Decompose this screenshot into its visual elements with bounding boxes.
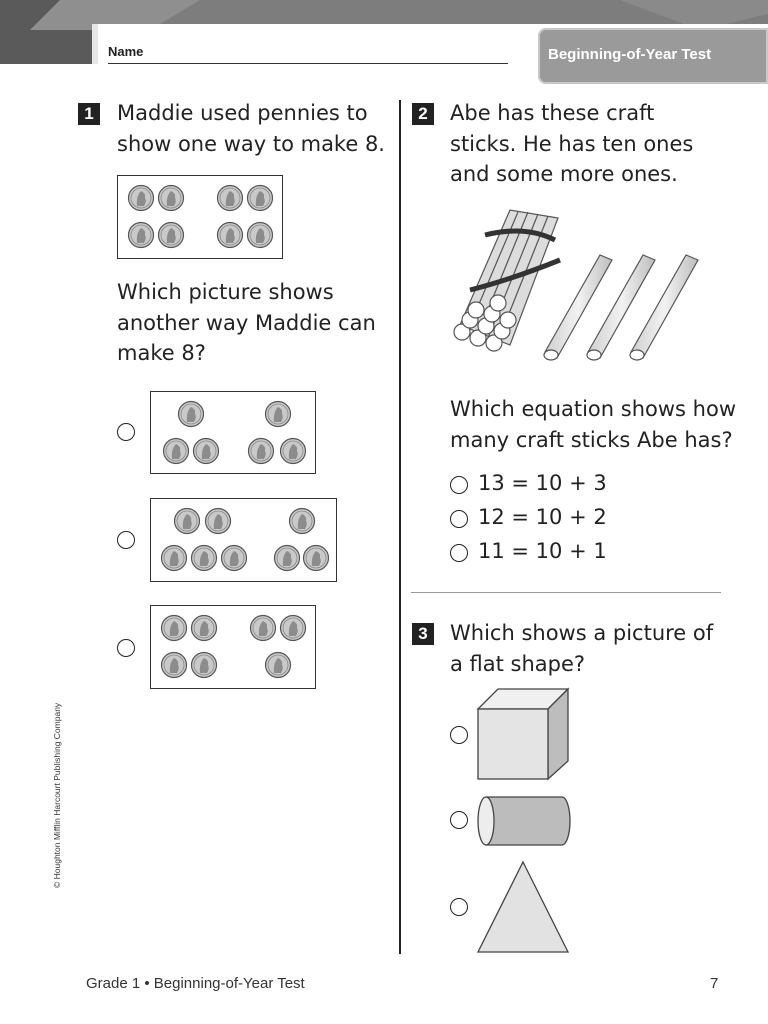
cylinder-icon[interactable] xyxy=(476,795,572,847)
section-divider xyxy=(411,592,721,593)
penny-icon xyxy=(129,186,154,211)
penny-icon xyxy=(266,653,291,678)
question-1-prompt-line: make 8? xyxy=(117,341,206,365)
q2-option-a-radio[interactable] xyxy=(450,476,468,494)
penny-icon xyxy=(206,509,231,534)
penny-icon xyxy=(218,223,243,248)
q1-option-c-box[interactable] xyxy=(150,605,316,689)
example-pennies xyxy=(118,176,284,260)
example-pennies-box xyxy=(117,175,283,259)
page-number: 7 xyxy=(710,975,719,992)
penny-icon xyxy=(194,439,219,464)
penny-icon xyxy=(218,186,243,211)
penny-icon xyxy=(179,402,204,427)
penny-icon xyxy=(164,439,189,464)
question-number-1: 1 xyxy=(78,103,100,125)
q2-option-b-radio[interactable] xyxy=(450,510,468,528)
question-2-text xyxy=(450,98,693,190)
penny-icon xyxy=(159,223,184,248)
question-1-prompt-line: another way Maddie can xyxy=(117,310,376,335)
q1-option-c-pennies xyxy=(151,606,317,690)
craft-sticks-illustration xyxy=(440,200,710,375)
q3-option-a-radio[interactable] xyxy=(450,726,468,744)
question-2-line: Abe has these craft xyxy=(450,101,655,125)
penny-icon xyxy=(248,186,273,211)
penny-icon xyxy=(251,616,276,641)
question-number-2: 2 xyxy=(412,103,434,125)
penny-icon xyxy=(192,653,217,678)
question-3-line: a flat shape? xyxy=(450,651,586,676)
question-1-prompt-line: Which picture shows xyxy=(117,280,334,304)
penny-icon xyxy=(275,546,300,571)
stick-bundle xyxy=(454,210,560,351)
question-1-text xyxy=(117,98,385,159)
question-2-line: sticks. He has ten ones xyxy=(450,131,694,156)
penny-icon xyxy=(304,546,329,571)
q1-option-b-box[interactable] xyxy=(150,498,337,582)
question-2-prompt xyxy=(450,394,736,455)
column-divider xyxy=(399,100,401,954)
question-1-line: Maddie used pennies to xyxy=(117,101,368,125)
q3-option-b-radio[interactable] xyxy=(450,811,468,829)
q1-option-b-radio[interactable] xyxy=(117,531,135,549)
q1-option-a-box[interactable] xyxy=(150,391,316,474)
penny-icon xyxy=(281,439,306,464)
q1-option-c-radio[interactable] xyxy=(117,639,135,657)
penny-icon xyxy=(266,402,291,427)
penny-icon xyxy=(192,616,217,641)
penny-icon xyxy=(162,546,187,571)
question-3-text xyxy=(450,618,713,679)
penny-icon xyxy=(175,509,200,534)
question-2-line: and some more ones. xyxy=(450,162,678,186)
penny-icon xyxy=(249,439,274,464)
name-line xyxy=(108,63,508,64)
q2-option-c-equation[interactable]: 11 = 10 + 1 xyxy=(478,539,607,563)
penny-icon xyxy=(192,546,217,571)
question-3-line: Which shows a picture of xyxy=(450,621,714,645)
loose-sticks xyxy=(544,255,698,360)
question-number-3: 3 xyxy=(412,623,434,645)
q2-option-b-equation[interactable]: 12 = 10 + 2 xyxy=(478,505,607,529)
name-label: Name xyxy=(108,44,144,59)
triangle-icon[interactable] xyxy=(476,860,572,956)
penny-icon xyxy=(162,616,187,641)
q2-option-a-equation[interactable]: 13 = 10 + 3 xyxy=(478,471,607,495)
penny-icon xyxy=(222,546,247,571)
penny-icon xyxy=(248,223,273,248)
test-title: Beginning-of-Year Test xyxy=(548,46,712,63)
cube-icon[interactable] xyxy=(476,687,572,783)
copyright-notice: © Houghton Mifflin Harcourt Publishing Company xyxy=(52,702,62,888)
penny-icon xyxy=(290,509,315,534)
q1-option-b-pennies xyxy=(151,499,338,583)
penny-icon xyxy=(281,616,306,641)
q1-option-a-pennies xyxy=(151,392,317,475)
q1-option-a-radio[interactable] xyxy=(117,423,135,441)
question-2-prompt-line: Which equation shows how xyxy=(450,397,736,421)
question-2-prompt-line: many craft sticks Abe has? xyxy=(450,427,733,452)
q3-option-c-radio[interactable] xyxy=(450,898,468,916)
question-1-prompt xyxy=(117,277,376,369)
penny-icon xyxy=(162,653,187,678)
footer-label: Grade 1 • Beginning-of-Year Test xyxy=(86,975,305,992)
penny-icon xyxy=(129,223,154,248)
question-1-line: show one way to make 8. xyxy=(117,131,385,156)
q2-option-c-radio[interactable] xyxy=(450,544,468,562)
penny-icon xyxy=(159,186,184,211)
